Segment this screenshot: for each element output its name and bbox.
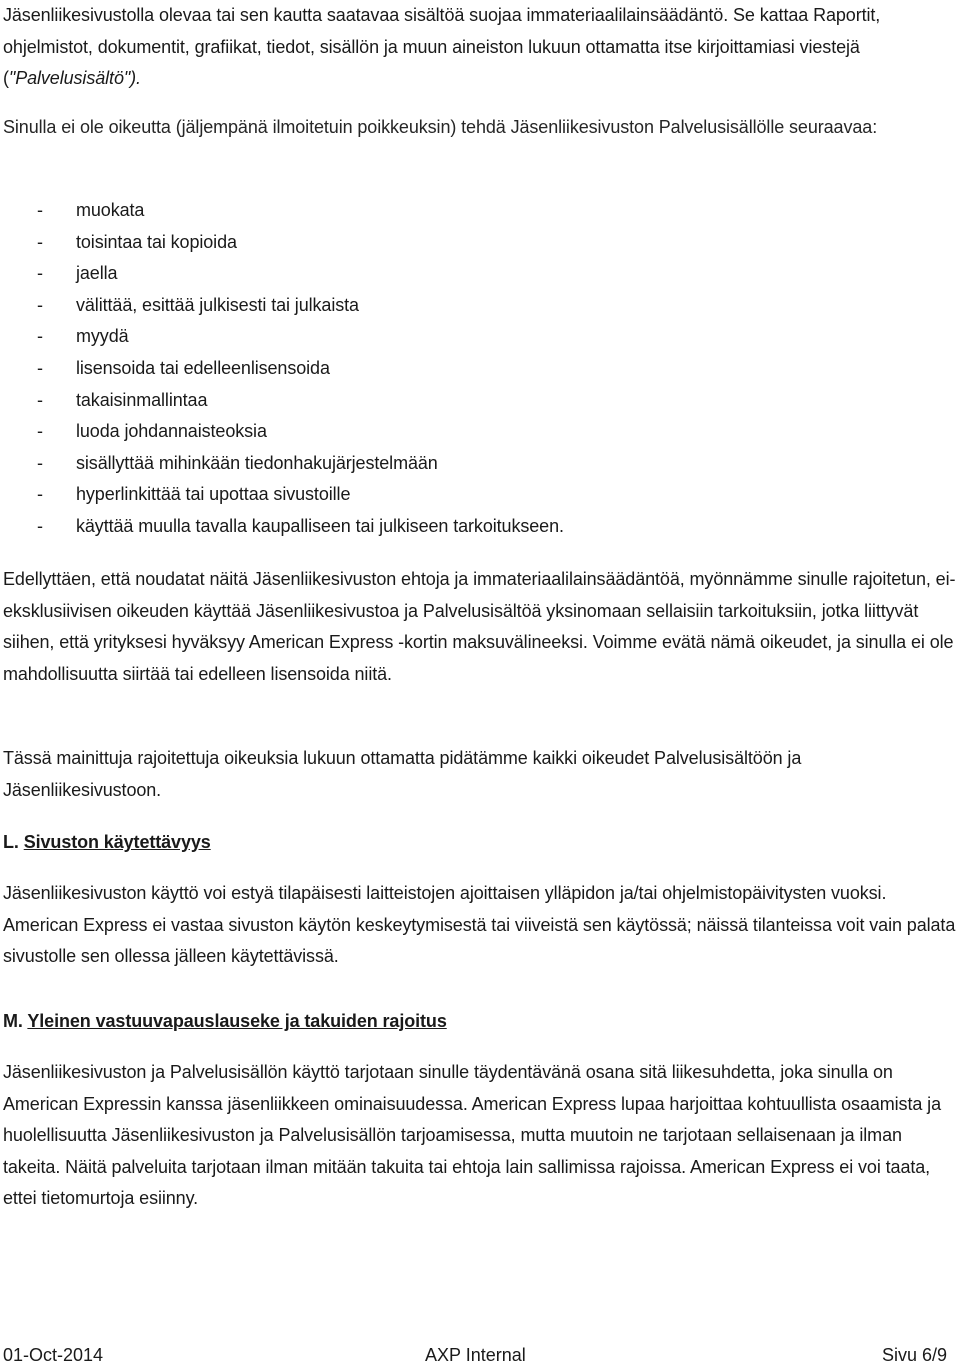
list-item <box>3 195 564 227</box>
list-item-text: lisensoida tai edelleenlisensoida <box>76 357 330 378</box>
paragraph-content-protection-text: Jäsenliikesivustolla olevaa tai sen kautta saatavaa sisältöä suojaa immateriaalilainsäädäntö. Se kattaa Raportit, ohjelmistot, dokumentit, grafiikat, tiedot, sisällön ja muun aineiston lukuun ottamatta itse kirjoittamiasi viestejä ( <box>3 5 881 89</box>
list-item <box>3 511 564 543</box>
list-item <box>3 448 564 480</box>
section-heading-m-title: Yleinen vastuuvapauslauseke ja takuiden rajoitus <box>27 1011 447 1031</box>
paragraph-reserved-rights: Tässä mainittuja rajoitettuja oikeuksia lukuun ottamatta pidätämme kaikki oikeudet Palvelusisältöön ja Jäsenliikesivustoon. <box>3 748 802 800</box>
list-item-text: luoda johdannaisteoksia <box>76 421 267 442</box>
section-heading-l <box>3 827 211 859</box>
footer-page-number: Sivu 6/9 <box>881 1345 947 1365</box>
list-dash: - <box>37 231 43 252</box>
list-item-text: sisällyttää mihinkään tiedonhakujärjestelmään <box>76 452 438 473</box>
paragraph-license-grant: Edellyttäen, että noudatat näitä Jäsenliikesivuston ehtoja ja immateriaalilainsäädäntöä, myönnämme sinulle rajoitetun, ei-eksklusiivisen oikeuden käyttää Jäsenliikesivustoa ja Palvelusisältöä yksinomaan sellaisiin tarkoituksiin, jotka liittyvät siihen, että yrityksesi hyväksyy American Express -kortin maksuvälineeksi. Voimme evätä nämä oikeudet, ja sinulla ei ole mahdollisuutta siirtää tai edelleen lisensoida niitä. <box>3 569 956 684</box>
list-item <box>3 290 564 322</box>
list-dash: - <box>37 357 43 378</box>
paragraph-disclaimer: Jäsenliikesivuston ja Palvelusisällön käyttö tarjotaan sinulle täydentävänä osana sitä liikesuhdetta, joka sinulla on American Expressin kanssa jäsenliikkeen ominaisuudessa. American Express lupaa harjoittaa kohtuullista osaamista ja huolellisuutta Jäsenliikesivuston ja Palvelusisällön tarjoamisessa, mutta muutoin ne tarjotaan sellaisenaan ja ilman takeita. Näitä palveluita tarjotaan ilman mitään takuita tai ehtoja lain sallimissa rajoissa. American Express ei voi taata, ettei tietomurtoja esiinny. <box>3 1062 941 1209</box>
list-dash: - <box>37 421 43 442</box>
restrictions-list <box>3 195 564 543</box>
section-heading-l-title: Sivuston käytettävyys <box>23 832 211 852</box>
list-item-text: käyttää muulla tavalla kaupalliseen tai julkiseen tarkoitukseen. <box>76 515 564 536</box>
paragraph-restrictions-intro: Sinulla ei ole oikeutta (jäljempänä ilmoitetuin poikkeuksin) tehdä Jäsenliikesivuston Palvelusisällölle seuraavaa: <box>3 117 878 137</box>
list-dash: - <box>37 389 43 410</box>
section-heading-l-letter: L. <box>3 832 19 852</box>
list-item-text: takaisinmallintaa <box>76 389 208 410</box>
list-dash: - <box>37 263 43 284</box>
list-item <box>3 258 564 290</box>
list-item <box>3 353 564 385</box>
section-heading-m <box>3 1006 447 1038</box>
list-item <box>3 385 564 417</box>
list-item-text: hyperlinkittää tai upottaa sivustoille <box>76 484 351 505</box>
list-dash: - <box>37 452 43 473</box>
list-item-text: muokata <box>76 200 145 220</box>
page-footer <box>0 1342 960 1369</box>
list-item-text: toisintaa tai kopioida <box>76 231 237 252</box>
paragraph-content-protection <box>3 0 958 95</box>
list-dash: - <box>37 515 43 536</box>
list-dash: - <box>37 200 43 220</box>
list-item <box>3 479 564 511</box>
list-item-text: välittää, esittää julkisesti tai julkaista <box>76 294 359 315</box>
list-dash: - <box>37 326 43 347</box>
list-item <box>3 227 564 259</box>
section-heading-m-letter: M. <box>3 1011 23 1031</box>
list-dash: - <box>37 484 43 505</box>
footer-date: 01-Oct-2014 <box>3 1345 104 1365</box>
list-item <box>3 416 564 448</box>
footer-classification: AXP Internal <box>425 1345 526 1365</box>
list-item <box>3 321 564 353</box>
list-item-text: myydä <box>76 326 129 347</box>
list-dash: - <box>37 294 43 315</box>
paragraph-site-availability: Jäsenliikesivuston käyttö voi estyä tilapäisesti laitteistojen ajoittaisen ylläpidon ja/tai ohjelmistopäivitysten vuoksi. American Express ei vastaa sivuston käytön keskeytymisestä tai viiveistä sen käytössä; näissä tilanteissa voit vain palata sivustolle sen ollessa jälleen käytettävissä. <box>3 883 956 967</box>
list-item-text: jaella <box>76 263 118 284</box>
paragraph-content-protection-emphasis: "Palvelusisältö"). <box>8 68 141 89</box>
